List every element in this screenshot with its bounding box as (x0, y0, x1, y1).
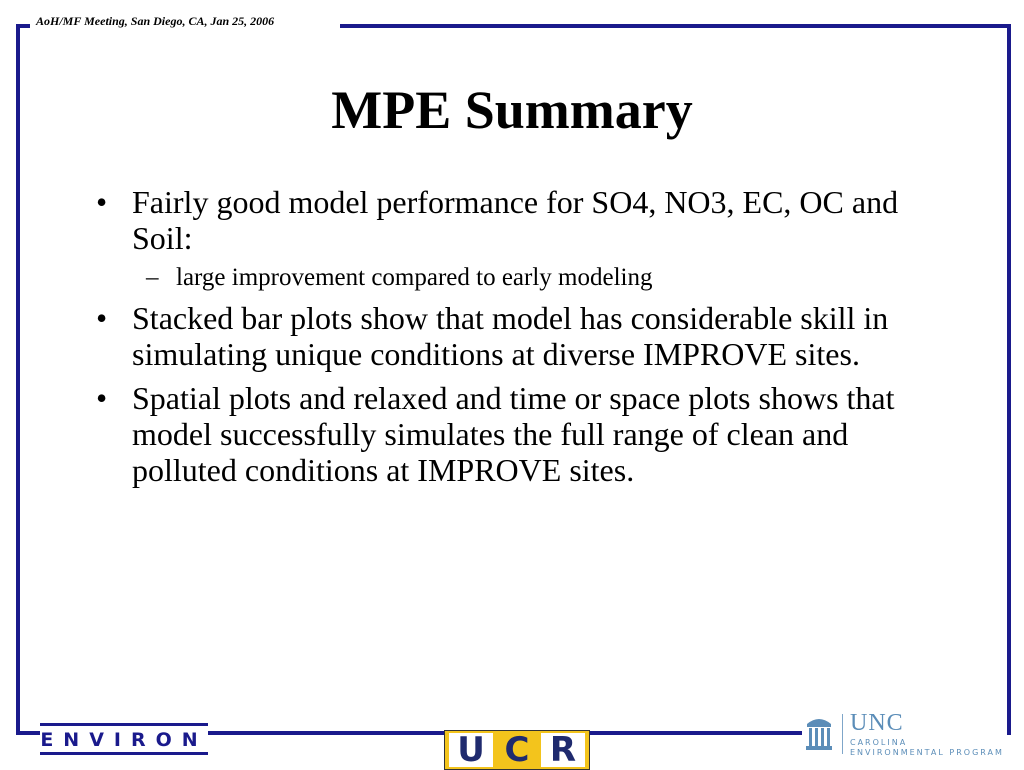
environ-logo (40, 723, 208, 755)
slide-content (90, 184, 950, 496)
bullet-dot: • (96, 380, 108, 416)
unc-divider (842, 714, 843, 754)
bullet-1-text: Fairly good model performance for SO4, NO3, EC, OC and Soil: (132, 184, 899, 256)
ucr-logo (444, 730, 590, 770)
meeting-header: AoH/MF Meeting, San Diego, CA, Jan 25, 2006 (36, 14, 275, 28)
frame-bottom-middle-left (206, 731, 444, 735)
bullet-3 (90, 380, 950, 488)
frame-top (340, 24, 1011, 28)
unc-line-1: CAROLINA (850, 738, 908, 747)
bullet-dot: • (96, 300, 108, 336)
sub-bullet-dash: – (146, 264, 159, 291)
environ-rule-bottom (40, 752, 208, 755)
slide-title: MPE Summary (331, 80, 693, 140)
bullet-2 (90, 300, 950, 372)
environ-rule-top (40, 723, 208, 726)
sub-bullet-1-text: large improvement compared to early modeling (176, 264, 653, 291)
unc-line-2: ENVIRONMENTAL PROGRAM (850, 748, 1004, 757)
environ-wordmark: ENVIRON (40, 729, 208, 751)
bullet-2-text: Stacked bar plots show that model has considerable skill in simulating unique conditions at diverse IMPROVE sites. (132, 300, 889, 372)
old-well-icon (804, 712, 834, 752)
unc-logo (802, 710, 1008, 758)
ucr-letter-c: C (495, 733, 539, 767)
frame-bottom-middle-right (588, 731, 802, 735)
bullet-3-text: Spatial plots and relaxed and time or space plots shows that model successfully simulates the full range of clean and polluted conditions at IMPROVE sites. (132, 380, 895, 488)
frame-bottom-left (16, 731, 42, 735)
ucr-letter-u: U (449, 733, 493, 767)
sub-bullet-1 (90, 262, 950, 294)
unc-name: UNC (850, 710, 904, 736)
bullet-1 (90, 184, 950, 256)
bullet-dot: • (96, 184, 108, 220)
ucr-letter-r: R (541, 733, 585, 767)
